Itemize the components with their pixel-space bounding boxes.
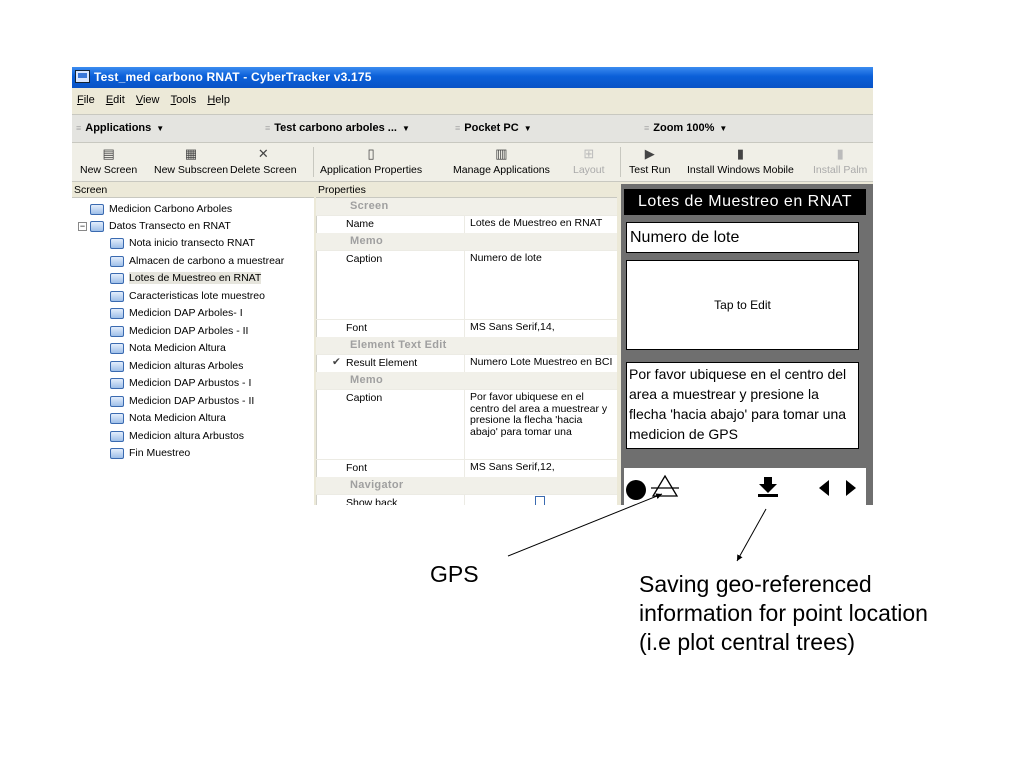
screen-icon bbox=[110, 431, 124, 442]
menu-bar bbox=[72, 90, 873, 110]
tree-item[interactable]: Nota Medicion Altura bbox=[110, 340, 226, 357]
tree-item[interactable]: Caracteristicas lote muestreo bbox=[110, 288, 265, 305]
new-screen-button[interactable]: ▤ New Screen bbox=[80, 146, 138, 176]
toolbar-separator bbox=[313, 147, 314, 177]
screen-icon bbox=[90, 221, 104, 232]
prop-row-show-back[interactable]: Show back bbox=[316, 494, 617, 505]
screen-icon bbox=[110, 343, 124, 354]
save-download-icon[interactable] bbox=[757, 476, 779, 498]
play-icon: ▶ bbox=[644, 146, 655, 161]
tree-item[interactable]: Medicion DAP Arboles - II bbox=[110, 323, 248, 340]
arrow-right-icon[interactable] bbox=[846, 480, 856, 496]
gps-dot-icon[interactable] bbox=[626, 480, 646, 500]
tree-item[interactable]: Fin Muestreo bbox=[110, 445, 190, 462]
tree-item-selected[interactable]: Lotes de Muestreo en RNAT bbox=[110, 270, 261, 287]
zoom-dropdown[interactable]: ≡ Zoom 100% ▼ bbox=[644, 122, 728, 134]
prop-section-memo: Memo bbox=[316, 233, 617, 251]
properties-icon: ▯ bbox=[367, 146, 375, 161]
gps-annotation: GPS bbox=[430, 561, 479, 587]
manage-icon: ▥ bbox=[495, 146, 508, 161]
prop-section-screen: Screen bbox=[316, 198, 617, 216]
screen-icon bbox=[110, 378, 124, 389]
palm-device-icon: ▮ bbox=[836, 146, 844, 161]
device-icon: ▮ bbox=[736, 146, 744, 161]
prop-row-caption[interactable]: Caption Por favor ubiquese en el centro del area a muestrear y presione la flecha 'hacia abajo' para tomar una bbox=[316, 389, 617, 460]
properties-panel bbox=[316, 183, 617, 505]
device-text-edit-area[interactable]: Tap to Edit bbox=[626, 260, 859, 350]
tree-item[interactable]: Nota inicio transecto RNAT bbox=[110, 235, 255, 252]
screen-icon bbox=[110, 291, 124, 302]
properties-header: Properties bbox=[316, 183, 617, 198]
tree-item[interactable]: Medicion Carbono Arboles bbox=[90, 201, 232, 218]
screen-icon bbox=[110, 361, 124, 372]
menu-help[interactable]: Help bbox=[207, 94, 230, 106]
screen-icon bbox=[110, 238, 124, 249]
app-properties-button[interactable]: ▯ Application Properties bbox=[320, 146, 423, 176]
window-title: Test_med carbono RNAT - CyberTracker v3.175 bbox=[94, 70, 372, 84]
title-bar[interactable] bbox=[72, 67, 873, 88]
screen-icon bbox=[110, 308, 124, 319]
device-field-label: Numero de lote bbox=[626, 222, 859, 253]
app-icon bbox=[75, 70, 90, 83]
manage-apps-button[interactable]: ▥ Manage Applications bbox=[453, 146, 550, 176]
current-app-dropdown[interactable]: ≡ Test carbono arboles ... ▼ bbox=[265, 122, 410, 134]
prop-row-font[interactable]: Font MS Sans Serif,12, bbox=[316, 459, 617, 478]
tree-item[interactable]: Medicion altura Arbustos bbox=[110, 428, 244, 445]
device-message-text: Por favor ubiquese en el centro del area a muestrear y presione la flecha 'hacia abajo' para tomar una medicion de GPS bbox=[626, 362, 859, 449]
chevron-down-icon: ▼ bbox=[156, 124, 165, 133]
chevron-down-icon: ▼ bbox=[401, 124, 410, 133]
checkmark-icon: ✔ bbox=[332, 356, 341, 368]
screen-icon bbox=[110, 326, 124, 337]
new-screen-icon: ▤ bbox=[102, 146, 115, 161]
delete-screen-button[interactable]: ✕ Delete Screen bbox=[230, 146, 297, 176]
screen-icon bbox=[90, 204, 104, 215]
prop-section-element-text-edit: Element Text Edit bbox=[316, 337, 617, 355]
screen-icon bbox=[110, 413, 124, 424]
device-navigator-bar bbox=[624, 468, 866, 505]
saving-annotation: Saving geo-referenced information for point location (i.e plot central trees) bbox=[639, 571, 928, 655]
selector-bar bbox=[72, 114, 873, 143]
new-subscreen-button[interactable]: ▦ New Subscreen bbox=[154, 146, 229, 176]
menu-tools[interactable]: Tools bbox=[170, 94, 197, 106]
screen-icon bbox=[110, 273, 124, 284]
prop-row-caption[interactable]: Caption Numero de lote bbox=[316, 250, 617, 320]
tree-item[interactable]: Medicion DAP Arboles- I bbox=[110, 305, 243, 322]
device-screen-title: Lotes de Muestreo en RNAT bbox=[624, 189, 866, 215]
menu-file[interactable]: File bbox=[77, 94, 95, 106]
applications-dropdown[interactable]: ≡ Applications ▼ bbox=[76, 122, 165, 134]
new-subscreen-icon: ▦ bbox=[184, 146, 198, 161]
prop-section-memo: Memo bbox=[316, 372, 617, 390]
arrow-left-icon[interactable] bbox=[819, 480, 829, 496]
gps-signal-icon[interactable] bbox=[651, 474, 679, 498]
tree-item[interactable]: Almacen de carbono a muestrear bbox=[110, 253, 284, 270]
prop-row-result-element[interactable]: ✔ Result Element Numero Lote Muestreo en BCI bbox=[316, 354, 617, 373]
tree-item[interactable]: Medicion alturas Arboles bbox=[110, 358, 243, 375]
menu-view[interactable]: View bbox=[135, 94, 160, 106]
device-dropdown[interactable]: ≡ Pocket PC ▼ bbox=[455, 122, 532, 134]
toolbar-separator bbox=[620, 147, 621, 177]
tree-item[interactable]: Medicion DAP Arbustos - II bbox=[110, 393, 254, 410]
test-run-button[interactable]: ▶ Test Run bbox=[629, 146, 671, 176]
toolbar bbox=[72, 143, 873, 182]
tree-header: Screen bbox=[72, 183, 314, 198]
tree-item[interactable]: Medicion DAP Arbustos - I bbox=[110, 375, 251, 392]
layout-icon: ⊞ bbox=[583, 146, 595, 161]
layout-button[interactable]: ⊞ Layout bbox=[573, 146, 605, 176]
tree-item[interactable]: Nota Medicion Altura bbox=[110, 410, 226, 427]
app-window bbox=[72, 67, 873, 505]
prop-row-name[interactable]: Name Lotes de Muestreo en RNAT bbox=[316, 215, 617, 234]
prop-row-font[interactable]: Font MS Sans Serif,14, bbox=[316, 319, 617, 338]
screen-icon bbox=[110, 396, 124, 407]
tree-item[interactable]: − Datos Transecto en RNAT bbox=[79, 220, 231, 232]
menu-edit[interactable]: Edit bbox=[105, 94, 125, 106]
chevron-down-icon: ▼ bbox=[719, 124, 728, 133]
screen-icon bbox=[110, 256, 124, 267]
screen-icon bbox=[110, 448, 124, 459]
chevron-down-icon: ▼ bbox=[523, 124, 532, 133]
saving-arrow bbox=[737, 509, 766, 561]
screen-tree-panel bbox=[72, 183, 314, 505]
install-palm-button[interactable]: ▮ Install Palm bbox=[813, 146, 868, 176]
install-windows-mobile-button[interactable]: ▮ Install Windows Mobile bbox=[687, 146, 794, 176]
show-back-checkbox[interactable] bbox=[535, 496, 545, 505]
delete-icon: ✕ bbox=[257, 146, 269, 161]
collapse-icon[interactable]: − bbox=[79, 221, 86, 231]
prop-section-navigator: Navigator bbox=[316, 477, 617, 495]
device-preview bbox=[621, 184, 873, 505]
